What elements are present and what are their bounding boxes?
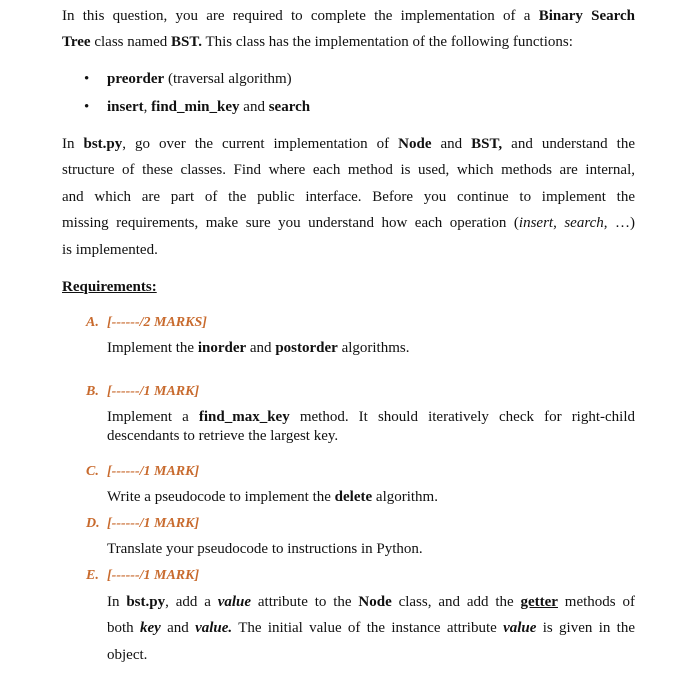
requirement-d-label: D. [------/1 MARK] [86, 516, 200, 531]
para-line-4: missing requirements, make sure you understand how each operation (insert, search, …) [62, 215, 636, 231]
bullet-icon: • [84, 71, 90, 87]
requirements-heading: Requirements: [62, 279, 157, 295]
para-line-5: is implemented. [62, 242, 158, 258]
requirement-c-label: C. [------/1 MARK] [86, 464, 200, 479]
requirement-e-text-3: object. [107, 647, 148, 663]
requirement-c-text: Write a pseudocode to implement the delete algorithm. [107, 489, 438, 505]
requirement-a-label: A. [------/2 MARKS] [86, 315, 207, 330]
requirement-b-text-2: descendants to retrieve the largest key. [107, 428, 339, 444]
requirement-b-text-1: Implement a find_max_key method. It should iteratively check for right-child [107, 409, 636, 425]
bullet-icon: • [84, 99, 90, 115]
intro-line-2: Tree class named BST. This class has the implementation of the following functions: [62, 34, 573, 50]
para-line-2: structure of these classes. Find where each method is used, which methods are internal, [62, 162, 635, 178]
bullet-item: preorder (traversal algorithm) [107, 71, 292, 87]
bullet-item: insert, find_min_key and search [107, 99, 311, 115]
requirement-a-text: Implement the inorder and postorder algorithms. [107, 340, 410, 356]
requirement-e-label: E. [------/1 MARK] [86, 568, 200, 583]
requirement-d-text: Translate your pseudocode to instructions in Python. [107, 541, 423, 557]
requirement-e-text-1: In bst.py, add a value attribute to the Node class, and add the getter methods of [107, 594, 635, 610]
requirement-e-text-2: both key and value. The initial value of the instance attribute value is given in the [107, 620, 635, 636]
para-line-1: In bst.py, go over the current implementation of Node and BST, and understand the [62, 136, 635, 152]
requirement-b-label: B. [------/1 MARK] [86, 384, 200, 399]
para-line-3: and which are part of the public interface. Before you continue to implement the [62, 189, 635, 205]
intro-line-1: In this question, you are required to complete the implementation of a Binary Search [62, 8, 635, 24]
